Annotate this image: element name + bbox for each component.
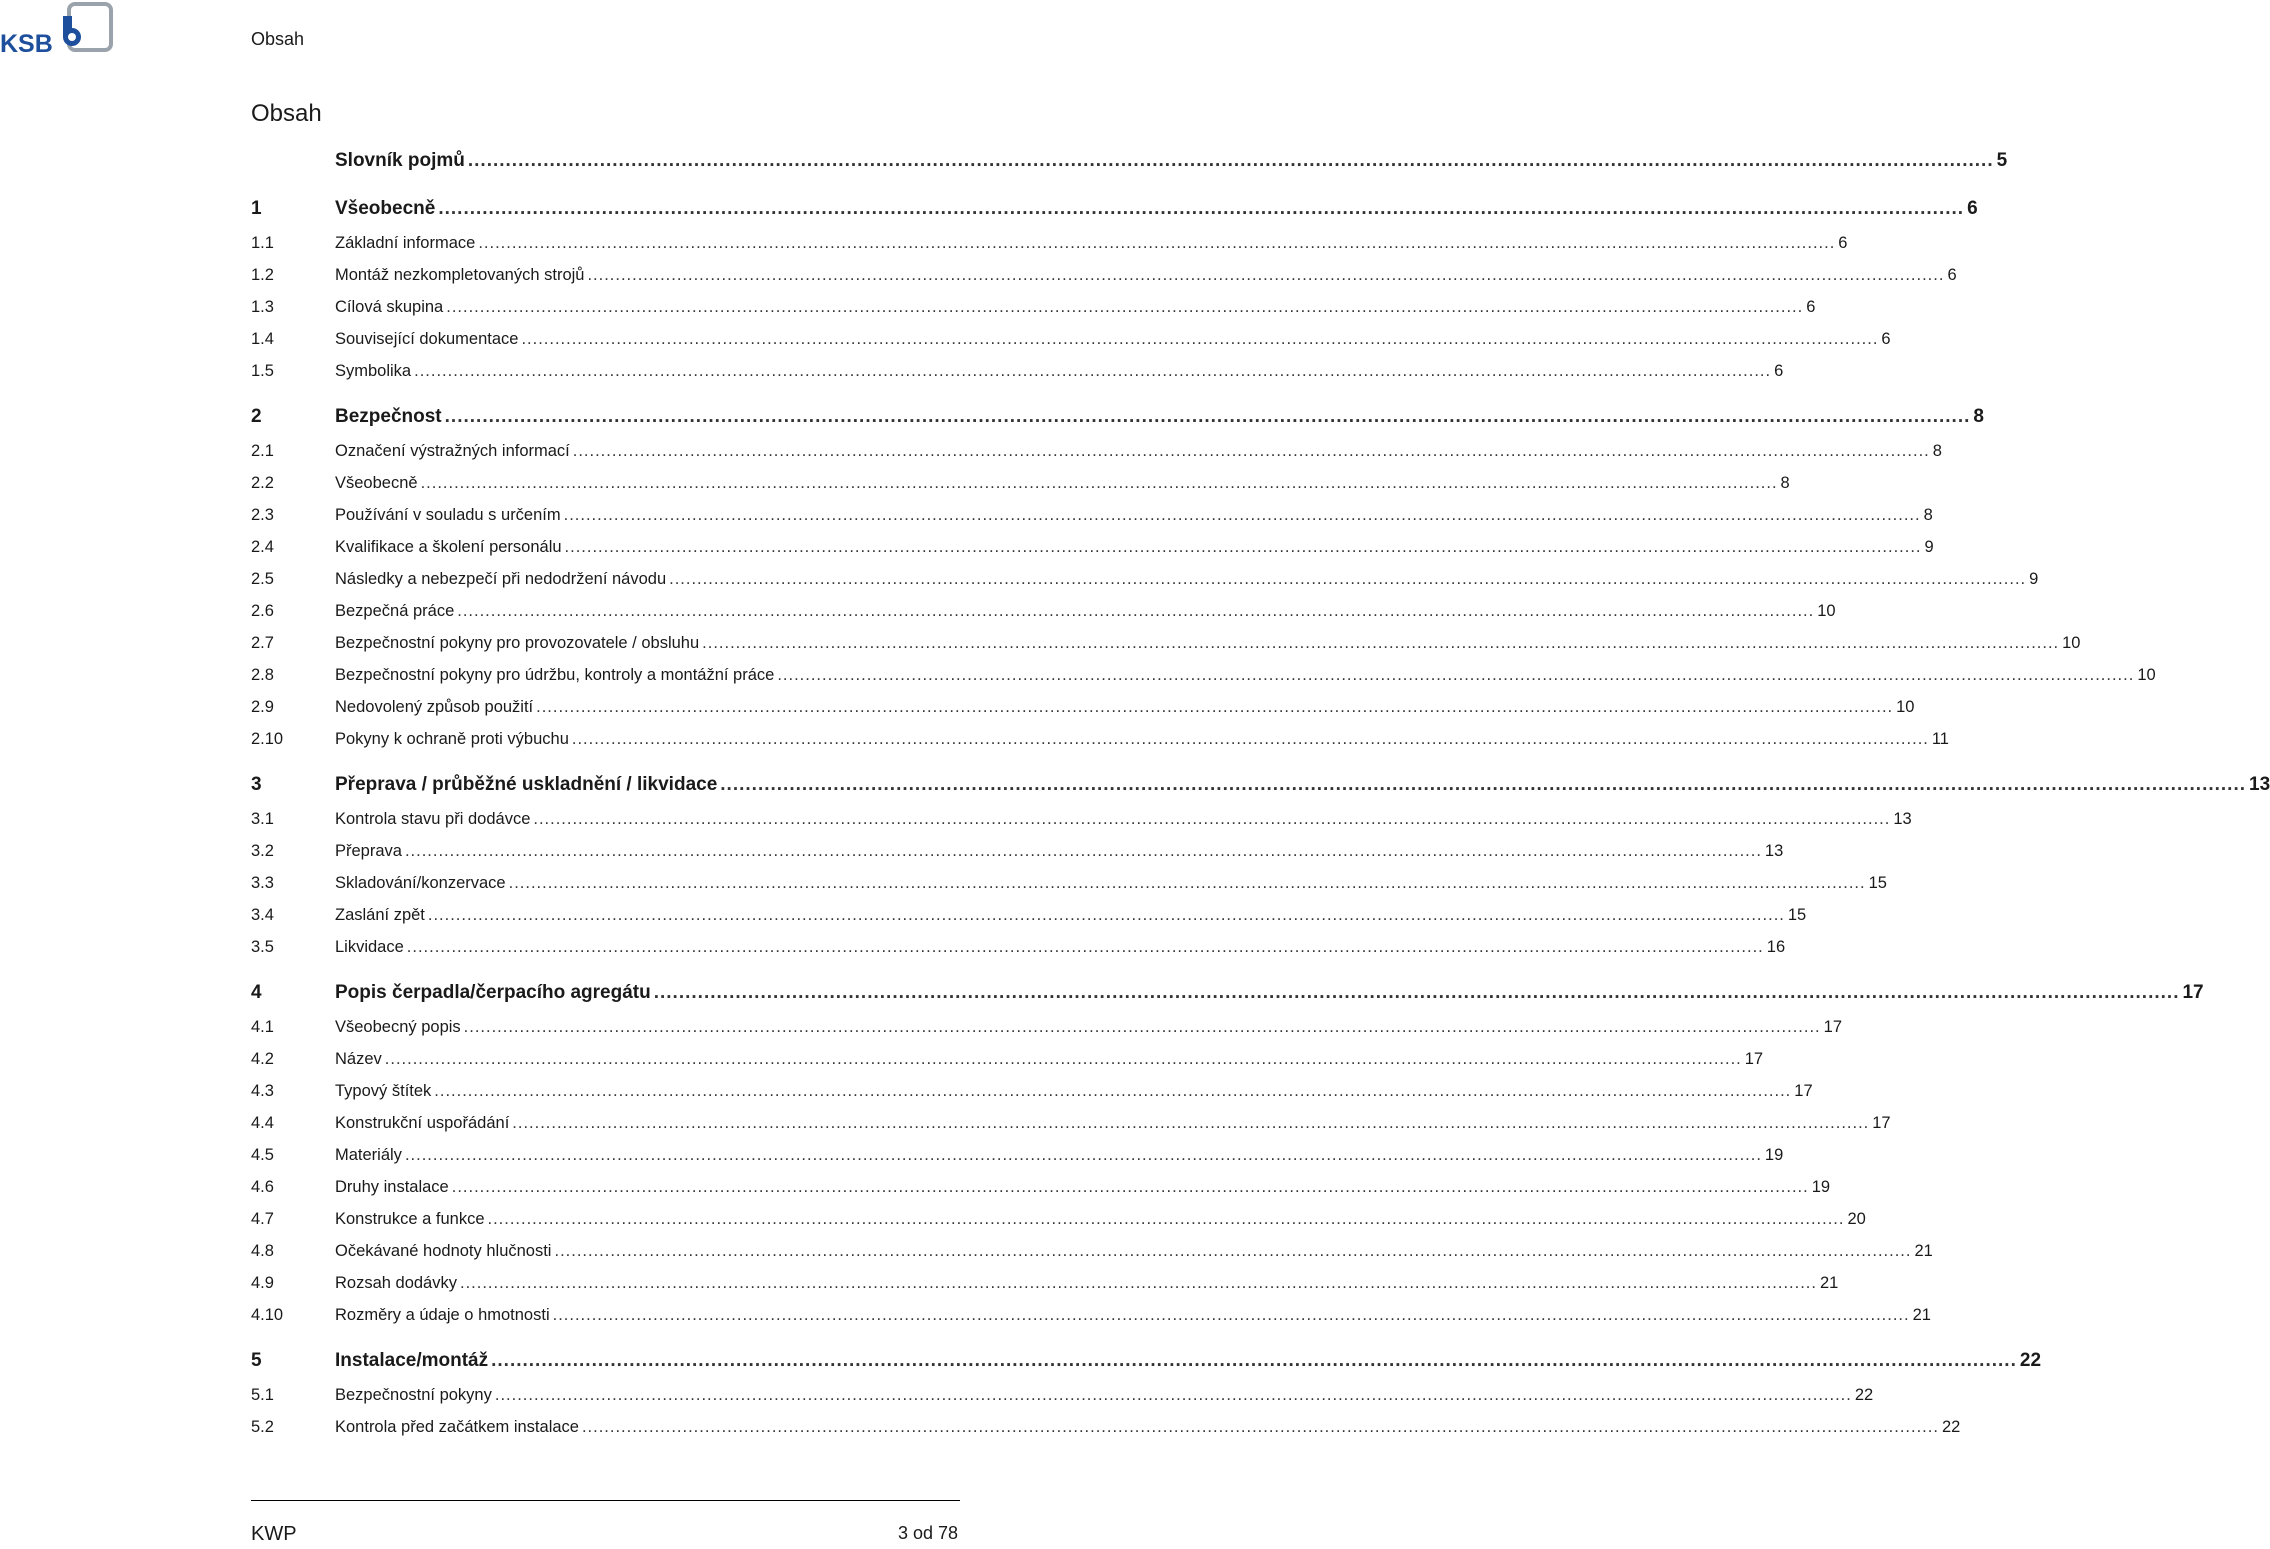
toc-section-entry[interactable] xyxy=(251,874,1887,906)
toc-section-entry[interactable] xyxy=(251,730,1949,762)
toc-section-entry[interactable] xyxy=(251,474,1790,506)
toc-entry-title: Cílová skupina xyxy=(335,298,444,316)
toc-entry-page: 15 xyxy=(1787,906,1807,924)
toc-dot-leader xyxy=(460,1274,1817,1293)
toc-dot-leader xyxy=(554,1242,1911,1261)
toc-entry-title: Všeobecný popis xyxy=(335,1018,461,1036)
toc-entry-page: 16 xyxy=(1766,938,1786,956)
toc-entry-title: Bezpečná práce xyxy=(335,602,455,620)
toc-dot-leader xyxy=(582,1418,1939,1437)
toc-entry-title: Montáž nezkompletovaných strojů xyxy=(335,266,585,284)
toc-entry-number: 2.2 xyxy=(251,474,274,492)
toc-entry-page: 19 xyxy=(1811,1178,1831,1196)
toc-entry-title: Rozměry a údaje o hmotnosti xyxy=(335,1306,550,1324)
toc-entry-title: Nedovolený způsob použití xyxy=(335,698,534,716)
toc-dot-leader xyxy=(468,150,1994,172)
toc-entry-page: 17 xyxy=(1744,1050,1764,1068)
logo-text: KSB xyxy=(0,30,53,58)
toc-dot-leader xyxy=(414,362,1771,381)
toc-dot-leader xyxy=(553,1306,1910,1325)
toc-dot-leader xyxy=(438,198,1964,220)
toc-entry-number: 2.7 xyxy=(251,634,274,652)
toc-entry-page: 13 xyxy=(1893,810,1912,828)
toc-entry-title: Základní informace xyxy=(335,234,476,252)
toc-entry-title: Rozsah dodávky xyxy=(335,1274,457,1292)
toc-entry-number: 2.1 xyxy=(251,442,274,460)
toc-dot-leader xyxy=(452,1178,1809,1197)
toc-dot-leader xyxy=(457,602,1814,621)
toc-section-entry[interactable] xyxy=(251,506,1933,538)
toc-section-entry[interactable] xyxy=(251,810,1912,842)
toc-section-entry[interactable] xyxy=(251,698,1915,730)
toc-section-entry[interactable] xyxy=(251,570,2039,602)
toc-entry-page: 17 xyxy=(1823,1018,1842,1036)
toc-entry-number: 1.4 xyxy=(251,330,274,348)
toc-entry-number: 1.3 xyxy=(251,298,274,316)
toc-entry-title: Konstrukční uspořádání xyxy=(335,1114,510,1132)
toc-entry-title: Používání v souladu s určením xyxy=(335,506,561,524)
toc-section-entry[interactable] xyxy=(251,1306,1931,1338)
toc-entry-title: Materiály xyxy=(335,1146,402,1164)
toc-entry-title: Související dokumentace xyxy=(335,330,519,348)
toc-entry-title: Následky a nebezpečí při nedodržení návodu xyxy=(335,570,667,588)
table-of-contents xyxy=(251,150,2270,1450)
toc-entry-number: 2.9 xyxy=(251,698,274,716)
toc-dot-leader xyxy=(669,570,2026,589)
toc-entry-title: Typový štítek xyxy=(335,1082,432,1100)
toc-dot-leader xyxy=(491,1350,2017,1372)
toc-entry-page: 8 xyxy=(1973,406,1984,427)
toc-section-entry[interactable] xyxy=(251,538,1934,570)
toc-entry-page: 10 xyxy=(2062,634,2081,652)
toc-entry-number: 2.4 xyxy=(251,538,274,556)
toc-entry-page: 6 xyxy=(1947,266,1957,284)
toc-entry-page: 20 xyxy=(1847,1210,1866,1228)
toc-section-entry[interactable] xyxy=(251,906,1807,938)
toc-entry-title: Popis čerpadla/čerpacího agregátu xyxy=(335,982,651,1003)
toc-section-entry[interactable] xyxy=(251,1242,1933,1274)
toc-section-entry[interactable] xyxy=(251,1114,1891,1146)
toc-dot-leader xyxy=(478,234,1835,253)
toc-entry-number: 2.6 xyxy=(251,602,274,620)
header-title: Obsah xyxy=(251,29,305,49)
toc-section-entry[interactable] xyxy=(251,234,1848,266)
toc-dot-leader xyxy=(720,774,2246,796)
toc-entry-page: 17 xyxy=(2182,982,2204,1003)
toc-entry-page: 21 xyxy=(1912,1306,1931,1324)
toc-entry-page: 9 xyxy=(2029,570,2039,588)
toc-entry-title: Kontrola před začátkem instalace xyxy=(335,1418,579,1436)
toc-entry-title: Bezpečnost xyxy=(335,406,442,427)
toc-entry-page: 6 xyxy=(1838,234,1848,252)
toc-entry-number: 1.5 xyxy=(251,362,274,380)
ksb-logo xyxy=(0,2,115,58)
toc-entry-title: Likvidace xyxy=(335,938,404,956)
toc-entry-title: Instalace/montáž xyxy=(335,1350,489,1371)
footer-product: KWP xyxy=(251,1523,297,1545)
toc-entry-number: 3 xyxy=(251,774,262,795)
toc-section-entry[interactable] xyxy=(251,298,1816,330)
toc-section-entry[interactable] xyxy=(251,602,1836,634)
toc-section-entry[interactable] xyxy=(251,938,1786,970)
toc-entry-number: 4.1 xyxy=(251,1018,274,1036)
toc-entry-number: 4.8 xyxy=(251,1242,274,1260)
toc-dot-leader xyxy=(521,330,1878,349)
toc-dot-leader xyxy=(509,874,1866,893)
toc-entry-number: 4.2 xyxy=(251,1050,274,1068)
toc-entry-number: 2 xyxy=(251,406,262,427)
toc-dot-leader xyxy=(405,842,1762,861)
toc-entry-page: 10 xyxy=(1896,698,1915,716)
toc-entry-title: Všeobecně xyxy=(335,474,418,492)
toc-entry-title: Bezpečnostní pokyny pro provozovatele / obsluhu xyxy=(335,634,700,652)
toc-section-entry[interactable] xyxy=(251,1386,1874,1418)
toc-dot-leader xyxy=(464,1018,1821,1037)
toc-entry-title: Přeprava xyxy=(335,842,402,860)
toc-section-entry[interactable] xyxy=(251,1274,1839,1306)
toc-entry-title: Pokyny k ochraně proti výbuchu xyxy=(335,730,569,748)
toc-entry-title: Slovník pojmů xyxy=(335,150,465,171)
toc-entry-number: 2.10 xyxy=(251,730,284,748)
toc-dot-leader xyxy=(495,1386,1852,1405)
toc-entry-page: 5 xyxy=(1996,150,2008,171)
toc-entry-page: 6 xyxy=(1806,298,1816,316)
toc-entry-page: 17 xyxy=(1794,1082,1813,1100)
toc-entry-number: 5.2 xyxy=(251,1418,274,1436)
toc-entry-title: Symbolika xyxy=(335,362,412,380)
toc-section-entry[interactable] xyxy=(251,1178,1831,1210)
toc-section-entry[interactable] xyxy=(251,442,1942,474)
toc-section-entry[interactable] xyxy=(251,1146,1784,1178)
toc-dot-leader xyxy=(434,1082,1791,1101)
toc-dot-leader xyxy=(777,666,2134,685)
toc-dot-leader xyxy=(405,1146,1762,1165)
toc-chapter-entry[interactable] xyxy=(251,406,1984,442)
toc-entry-number: 1.1 xyxy=(251,234,274,252)
toc-entry-page: 22 xyxy=(1854,1386,1874,1404)
toc-section-entry[interactable] xyxy=(251,1210,1866,1242)
toc-dot-leader xyxy=(488,1210,1845,1229)
toc-section-entry[interactable] xyxy=(251,634,2081,666)
toc-dot-leader xyxy=(587,266,1944,285)
toc-dot-leader xyxy=(428,906,1785,925)
page-title: Obsah xyxy=(251,100,322,127)
toc-entry-number: 4.4 xyxy=(251,1114,274,1132)
toc-entry-title: Druhy instalace xyxy=(335,1178,449,1196)
toc-section-entry[interactable] xyxy=(251,330,1891,362)
toc-section-entry[interactable] xyxy=(251,362,1784,394)
toc-entry-page: 8 xyxy=(1923,506,1933,524)
toc-entry-title: Očekávané hodnoty hlučnosti xyxy=(335,1242,552,1260)
toc-entry-title: Kvalifikace a školení personálu xyxy=(335,538,562,556)
toc-entry-number: 4.5 xyxy=(251,1146,274,1164)
toc-entry-page: 22 xyxy=(1941,1418,1961,1436)
toc-entry-title: Označení výstražných informací xyxy=(335,442,570,460)
toc-chapter-entry[interactable] xyxy=(251,982,2204,1018)
toc-entry-number: 5 xyxy=(251,1350,262,1371)
toc-entry-title: Přeprava / průběžné uskladnění / likvidace xyxy=(335,774,718,795)
toc-dot-leader xyxy=(446,298,1803,317)
logo-b-shape xyxy=(63,16,81,46)
toc-dot-leader xyxy=(572,730,1929,749)
toc-dot-leader xyxy=(512,1114,1869,1133)
toc-chapter-entry[interactable] xyxy=(251,774,2270,810)
toc-entry-number: 3.2 xyxy=(251,842,274,860)
toc-entry-page: 6 xyxy=(1967,198,1978,219)
toc-section-entry[interactable] xyxy=(251,1082,1813,1114)
toc-entry-number: 3.3 xyxy=(251,874,274,892)
toc-entry-number: 4.3 xyxy=(251,1082,274,1100)
toc-section-entry[interactable] xyxy=(251,666,2156,698)
toc-section-entry[interactable] xyxy=(251,842,1784,874)
toc-entry-number: 1 xyxy=(251,198,262,219)
toc-entry-title: Kontrola stavu při dodávce xyxy=(335,810,531,828)
toc-entry-number: 4.6 xyxy=(251,1178,274,1196)
toc-entry-title: Bezpečnostní pokyny pro údržbu, kontroly a montážní práce xyxy=(335,666,775,684)
toc-entry-title: Konstrukce a funkce xyxy=(335,1210,485,1228)
toc-entry-number: 5.1 xyxy=(251,1386,274,1404)
toc-dot-leader xyxy=(702,634,2059,653)
toc-dot-leader xyxy=(573,442,1930,461)
toc-entry-number: 3.5 xyxy=(251,938,274,956)
toc-entry-page: 6 xyxy=(1774,362,1784,380)
toc-section-entry[interactable] xyxy=(251,1018,1842,1050)
toc-entry-title: Skladování/konzervace xyxy=(335,874,506,892)
toc-chapter-entry[interactable] xyxy=(251,150,2008,186)
toc-entry-number: 3.1 xyxy=(251,810,274,828)
toc-dot-leader xyxy=(421,474,1778,493)
toc-dot-leader xyxy=(536,698,1893,717)
toc-entry-number: 4 xyxy=(251,982,262,1003)
toc-entry-page: 9 xyxy=(1924,538,1934,556)
toc-entry-page: 15 xyxy=(1868,874,1887,892)
toc-entry-title: Název xyxy=(335,1050,382,1068)
toc-dot-leader xyxy=(565,538,1922,557)
toc-entry-page: 21 xyxy=(1914,1242,1933,1260)
toc-entry-number: 2.3 xyxy=(251,506,274,524)
toc-dot-leader xyxy=(654,982,2180,1004)
footer-page-number: 3 od 78 xyxy=(897,1523,958,1543)
toc-entry-number: 4.7 xyxy=(251,1210,274,1228)
toc-dot-leader xyxy=(564,506,1921,525)
toc-entry-number: 4.10 xyxy=(251,1306,284,1324)
toc-dot-leader xyxy=(407,938,1764,957)
toc-entry-number: 4.9 xyxy=(251,1274,274,1292)
toc-entry-page: 10 xyxy=(2137,666,2156,684)
toc-entry-number: 3.4 xyxy=(251,906,274,924)
toc-entry-page: 13 xyxy=(1764,842,1784,860)
toc-entry-page: 11 xyxy=(1931,730,1949,748)
toc-entry-page: 8 xyxy=(1932,442,1942,460)
toc-dot-leader xyxy=(533,810,1890,829)
toc-entry-page: 8 xyxy=(1780,474,1790,492)
toc-entry-page: 10 xyxy=(1817,602,1836,620)
toc-chapter-entry[interactable] xyxy=(251,198,1978,234)
toc-entry-page: 6 xyxy=(1881,330,1891,348)
toc-section-entry[interactable] xyxy=(251,1050,1764,1082)
toc-entry-number: 2.8 xyxy=(251,666,274,684)
toc-entry-page: 22 xyxy=(2019,1350,2042,1371)
footer-divider xyxy=(251,1500,960,1501)
toc-entry-number: 1.2 xyxy=(251,266,274,284)
toc-entry-page: 21 xyxy=(1819,1274,1839,1292)
toc-entry-page: 13 xyxy=(2249,774,2270,795)
toc-entry-title: Zaslání zpět xyxy=(335,906,425,924)
toc-chapter-entry[interactable] xyxy=(251,1350,2042,1386)
toc-section-entry[interactable] xyxy=(251,266,1957,298)
toc-entry-page: 19 xyxy=(1764,1146,1784,1164)
toc-dot-leader xyxy=(385,1050,1742,1069)
toc-entry-title: Všeobecně xyxy=(335,198,436,219)
toc-dot-leader xyxy=(445,406,1971,428)
toc-entry-number: 2.5 xyxy=(251,570,274,588)
toc-section-entry[interactable] xyxy=(251,1418,1961,1450)
toc-entry-page: 17 xyxy=(1872,1114,1891,1132)
toc-entry-title: Bezpečnostní pokyny xyxy=(335,1386,492,1404)
